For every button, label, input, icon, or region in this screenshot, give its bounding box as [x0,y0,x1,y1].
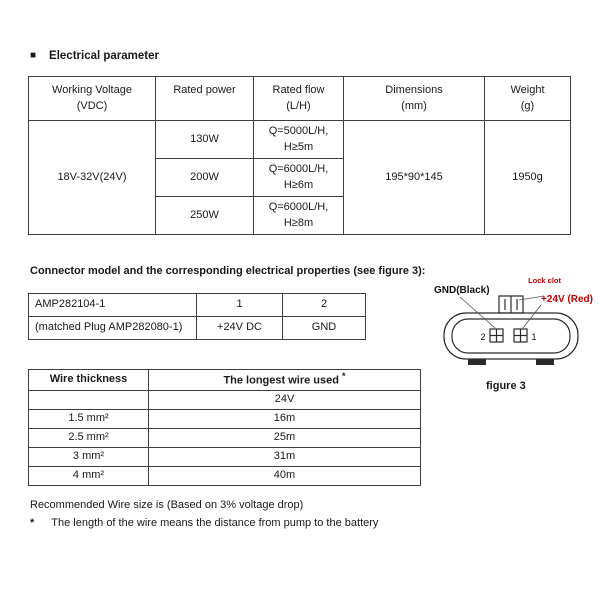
table-row [29,317,366,340]
col-header-dimensions: Dimensions (mm) [344,77,485,121]
header-row [29,77,571,121]
square-bullet-icon: ■ [30,50,37,61]
pin-signal-cell: +24V DC [197,317,283,340]
pin-1-number: 1 [531,332,537,342]
connector-model-table [28,293,366,340]
voltage-cell: 24V [149,390,421,409]
figure-3 [424,276,599,406]
col-header-weight: Weight (g) [485,77,571,121]
inner-shell-shape [452,319,570,353]
wire-thickness-value: 1.5 mm² [29,409,149,428]
connector-model-cell: AMP282104-1 [29,294,197,317]
figure-caption: figure 3 [486,380,526,392]
pin-number-cell: 2 [283,294,366,317]
wire-thickness-value: 2.5 mm² [29,428,149,447]
lock-slot-label: Lock clot [528,276,561,285]
table-row [29,390,421,409]
wire-length-note-text: The length of the wire means the distance from pump to the battery [51,517,379,529]
rated-flow-value: Q=5000L/H, H≥5m [254,121,344,159]
asterisk-footnote: * [30,517,35,529]
table-row [29,409,421,428]
mount-foot-right [536,359,554,365]
wire-length-value: 40m [149,466,421,485]
wire-size-table [28,369,421,486]
longest-wire-header: The longest wire used * [149,370,421,391]
col-header-rated-flow: Rated flow (L/H) [254,77,344,121]
table-row [29,466,421,485]
col-header-rated-power: Rated power [156,77,254,121]
electrical-parameter-table [28,76,571,235]
rated-power-value: 130W [156,121,254,159]
section-title: Electrical parameter [49,50,159,62]
table-row [29,447,421,466]
table-row [29,294,366,317]
pin-signal-cell: GND [283,317,366,340]
connector-diagram [438,295,588,379]
section-heading [30,50,159,62]
recommendation-note: Recommended Wire size is (Based on 3% voltage drop) [30,499,304,511]
wire-thickness-value: 4 mm² [29,466,149,485]
24v-leader-line [523,305,541,328]
dimensions-value: 195*90*145 [344,121,485,235]
table-row [29,121,571,159]
mount-foot-left [468,359,486,365]
wire-thickness-header: Wire thickness [29,370,149,391]
working-voltage-value: 18V-32V(24V) [29,121,156,235]
table-row [29,428,421,447]
col-header-working-voltage: Working Voltage (VDC) [29,77,156,121]
connector-section-title: Connector model and the corresponding electrical properties (see figure 3): [30,265,426,277]
wire-thickness-value: 3 mm² [29,447,149,466]
plus-24v-red-label: +24V (Red) [541,294,593,305]
wire-length-value: 25m [149,428,421,447]
matched-plug-cell: (matched Plug AMP282080-1) [29,317,197,340]
weight-value: 1950g [485,121,571,235]
pin-2-number: 2 [480,332,486,342]
wire-length-value: 31m [149,447,421,466]
rated-flow-value: Q=6000L/H, H≥6m [254,159,344,197]
rated-power-value: 250W [156,197,254,235]
wire-length-value: 16m [149,409,421,428]
rated-flow-value: Q=6000L/H, H≥8m [254,197,344,235]
rated-power-value: 200W [156,159,254,197]
pin-number-cell: 1 [197,294,283,317]
header-row [29,370,421,391]
wire-length-note [30,517,378,529]
asterisk-marker: * [342,371,346,381]
empty-cell [29,390,149,409]
gnd-black-label: GND(Black) [434,285,490,296]
